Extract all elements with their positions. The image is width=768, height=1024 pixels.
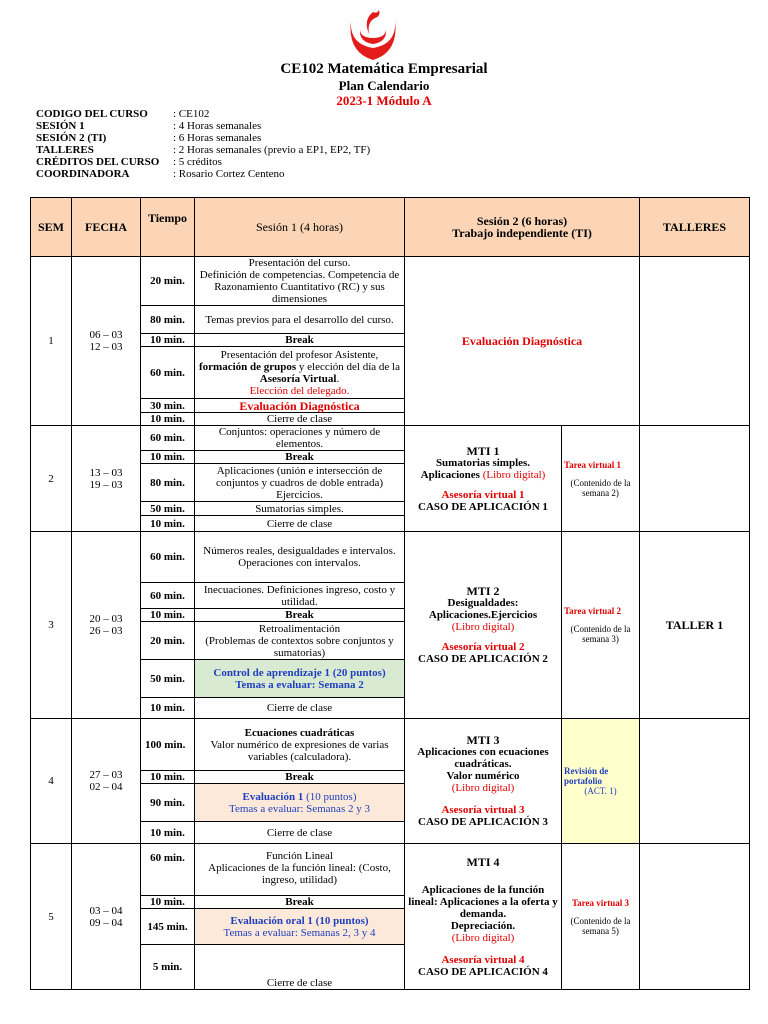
- spacer: [407, 633, 559, 641]
- week-dates: [72, 844, 141, 990]
- session2-cell: [405, 532, 562, 719]
- text: CASO DE APLICACIÓN 1: [418, 500, 548, 513]
- info-key: CODIGO DEL CURSO: [36, 108, 148, 120]
- time-cell: 60 min.: [141, 347, 195, 399]
- session1-cell: Presentación del curso. Definición de competencias. Competencia de Razonamiento Cuantitativo (RC) y sus dimensiones: [195, 257, 405, 306]
- text: MTI 1: [466, 443, 500, 458]
- time-cell: 50 min.: [141, 660, 195, 698]
- week-dates: [72, 426, 141, 532]
- session1-cell: [195, 909, 405, 945]
- date-end: 12 – 03: [89, 341, 123, 353]
- text: (Libro digital): [451, 621, 515, 633]
- info-value: : 2 Horas semanales (previo a EP1, EP2, TF): [173, 144, 371, 156]
- time-cell: 10 min.: [141, 698, 195, 719]
- text: Asesoría virtual 4: [441, 953, 525, 966]
- time-cell: 80 min.: [141, 306, 195, 334]
- text: Temas a evaluar: Semana 2: [235, 678, 364, 691]
- date-start: 03 – 04: [89, 904, 123, 917]
- text: Evaluación oral 1 (10 puntos): [230, 914, 369, 927]
- session1-cell: Break: [195, 771, 405, 784]
- table-row: [31, 532, 750, 583]
- time-cell: 10 min.: [141, 609, 195, 622]
- text: CASO DE APLICACIÓN 2: [418, 653, 548, 665]
- session1-cell: Cierre de clase: [195, 945, 405, 990]
- time-cell: 10 min.: [141, 334, 195, 347]
- time-cell: 10 min.: [141, 413, 195, 426]
- text: Aplicaciones con ecuaciones cuadráticas.: [417, 746, 549, 770]
- spacer: [564, 616, 637, 624]
- week-number: 2: [31, 426, 72, 532]
- text: (Contenido de la semana 3): [570, 624, 631, 644]
- time-cell: 20 min.: [141, 257, 195, 306]
- week-dates: [72, 532, 141, 719]
- info-row: [36, 168, 370, 180]
- spacer: [564, 470, 637, 478]
- plan-subtitle: Plan Calendario: [338, 78, 430, 93]
- table-row: [31, 844, 750, 896]
- tarea-cell: [562, 844, 640, 990]
- text: CASO DE APLICACIÓN 3: [418, 816, 548, 828]
- info-key: TALLERES: [36, 144, 94, 156]
- time-cell: 60 min.: [141, 844, 195, 896]
- date-start: 27 – 03: [89, 769, 123, 781]
- time-cell: 100 min.: [141, 719, 195, 771]
- header-sem: SEM: [31, 198, 72, 257]
- week-dates: [72, 257, 141, 426]
- info-key: SESIÓN 1: [36, 120, 85, 132]
- text: Evaluación 1: [242, 790, 307, 803]
- text: Tarea virtual 1: [564, 459, 622, 470]
- time-cell: 60 min.: [141, 583, 195, 609]
- header-session2-line1: Sesión 2 (6 horas): [476, 214, 568, 228]
- info-key: SESIÓN 2 (TI): [36, 132, 107, 144]
- time-cell: 80 min.: [141, 464, 195, 502]
- tarea-cell: [562, 532, 640, 719]
- text: Sumatorias simples.: [435, 456, 531, 469]
- text: Asesoría virtual 2: [441, 641, 525, 653]
- text: (10 puntos): [306, 790, 357, 803]
- info-key: CRÉDITOS DEL CURSO: [36, 156, 160, 168]
- info-row: [36, 156, 370, 168]
- date-start: 13 – 03: [89, 466, 123, 479]
- week-number: 4: [31, 719, 72, 844]
- time-cell: 10 min.: [141, 451, 195, 464]
- session1-cell: Conjuntos: operaciones y número de elementos.: [195, 426, 405, 451]
- text: Temas a evaluar: Semanas 2 y 3: [229, 802, 370, 815]
- table-row: [31, 426, 750, 451]
- info-value: : CE102: [173, 108, 210, 120]
- info-value: : 5 créditos: [173, 156, 222, 168]
- text: (Contenido de la semana 2): [570, 477, 631, 498]
- talleres-cell: [640, 719, 750, 844]
- session1-cell: Cierre de clase: [195, 516, 405, 532]
- session1-cell: Evaluación Diagnóstica: [195, 399, 405, 413]
- date-end: 26 – 03: [89, 625, 123, 637]
- session2-cell: Evaluación Diagnóstica: [405, 257, 640, 426]
- session1-cell: Retroalimentación (Problemas de contextos sobre conjuntos y sumatorias): [195, 622, 405, 660]
- session1-cell: Inecuaciones. Definiciones ingreso, costo y utilidad.: [195, 583, 405, 609]
- date-end: 19 – 03: [89, 478, 123, 491]
- text: Revisión de portafolio: [564, 766, 609, 786]
- info-value: : Rosario Cortez Centeno: [173, 168, 285, 180]
- info-key: COORDINADORA: [36, 168, 130, 180]
- talleres-cell: [640, 426, 750, 532]
- spacer: [564, 908, 637, 916]
- text: (Libro digital): [482, 468, 546, 481]
- text: Presentación del profesor Asistente,: [220, 348, 379, 361]
- schedule-table: [30, 197, 750, 990]
- session2-cell: [405, 719, 562, 844]
- text: MTI 4: [466, 854, 500, 869]
- text: Elección del delegado.: [249, 384, 350, 397]
- info-row: [36, 132, 370, 144]
- text: .: [336, 372, 340, 385]
- text: (Contenido de la semana 5): [570, 915, 631, 936]
- session1-cell: Break: [195, 334, 405, 347]
- table-header-row: [31, 198, 750, 257]
- session1-cell: [195, 784, 405, 822]
- week-number: 5: [31, 844, 72, 990]
- time-cell: 10 min.: [141, 896, 195, 909]
- text: Valor numérico de expresiones de varias variables (calculadora): [210, 738, 389, 763]
- text: Aplicaciones: [420, 468, 483, 481]
- table-row: [31, 719, 750, 771]
- portfolio-cell: [562, 719, 640, 844]
- session1-cell: Función Lineal Aplicaciones de la función lineal: (Costo, ingreso, utilidad): [195, 844, 405, 896]
- text: (Libro digital): [451, 931, 515, 944]
- week-dates: [72, 719, 141, 844]
- session1-cell: Break: [195, 896, 405, 909]
- text: MTI 3: [466, 733, 500, 747]
- talleres-cell: TALLER 1: [640, 532, 750, 719]
- course-title: CE102 Matemática Empresarial: [280, 61, 488, 77]
- session1-cell: Break: [195, 609, 405, 622]
- date-start: 20 – 03: [89, 613, 123, 625]
- spacer: [407, 868, 559, 884]
- session1-cell: Cierre de clase: [195, 822, 405, 844]
- talleres-cell: [640, 257, 750, 426]
- info-row: [36, 120, 370, 132]
- tarea-cell: [562, 426, 640, 532]
- text: y elección del día de la: [296, 360, 400, 373]
- date-start: 06 – 03: [89, 329, 123, 341]
- term-label: 2023-1 Módulo A: [336, 93, 432, 108]
- spacer: [407, 481, 559, 489]
- text: Valor numérico: [446, 770, 520, 782]
- header-session2: [405, 198, 640, 257]
- talleres-cell: [640, 844, 750, 990]
- time-cell: 10 min.: [141, 516, 195, 532]
- time-cell: 30 min.: [141, 399, 195, 413]
- time-cell: 5 min.: [141, 945, 195, 990]
- text: Asesoría virtual 3: [441, 804, 525, 816]
- session1-cell: Cierre de clase: [195, 413, 405, 426]
- text: Temas a evaluar: Semanas 2, 3 y 4: [223, 926, 376, 939]
- text: Tarea virtual 3: [571, 897, 629, 908]
- spacer: [407, 794, 559, 804]
- session2-cell: MTI 4 Aplicaciones de la función lineal: Aplicaciones a la oferta y demanda. Depreciación. (Libro digital) Asesoría virtual 4 CASO DE APLICACIÓN 4: [405, 844, 562, 990]
- text: (Libro digital): [451, 782, 515, 794]
- time-cell: 90 min.: [141, 784, 195, 822]
- info-row: [36, 108, 370, 120]
- info-value: : 6 Horas semanales: [173, 132, 262, 144]
- text: Aplicaciones.Ejercicios: [428, 609, 538, 621]
- header-session2-line2: Trabajo independiente (TI): [452, 226, 592, 240]
- text: MTI 2: [466, 584, 500, 598]
- time-cell: 60 min.: [141, 426, 195, 451]
- session1-cell: Break: [195, 451, 405, 464]
- header-session1: Sesión 1 (4 horas): [195, 198, 405, 257]
- session1-cell: Temas previos para el desarrollo del curso.: [195, 306, 405, 334]
- text: CASO DE APLICACIÓN 4: [418, 965, 548, 978]
- time-cell: 20 min.: [141, 622, 195, 660]
- week-number: 1: [31, 257, 72, 426]
- time-cell: 60 min.: [141, 532, 195, 583]
- info-value: : 4 Horas semanales: [173, 120, 262, 132]
- session1-cell: [195, 660, 405, 698]
- header-talleres: TALLERES: [640, 198, 750, 257]
- time-cell: 50 min.: [141, 502, 195, 516]
- text: Asesoría Virtual: [259, 372, 337, 385]
- week-number: 3: [31, 532, 72, 719]
- text: Control de aprendizaje 1 (20 puntos): [213, 666, 386, 679]
- info-row: [36, 144, 370, 156]
- session2-cell: [405, 426, 562, 532]
- date-end: 02 – 04: [89, 781, 123, 793]
- text: Tarea virtual 2: [564, 606, 622, 616]
- session1-cell: Números reales, desigualdades e intervalos. Operaciones con intervalos.: [195, 532, 405, 583]
- spacer: [407, 944, 559, 954]
- university-logo: [345, 8, 401, 62]
- table-row: [31, 257, 750, 306]
- text: Depreciación: [450, 919, 513, 932]
- header-fecha: FECHA: [72, 198, 141, 257]
- text: formación de grupos: [198, 360, 297, 373]
- course-info: [36, 108, 370, 180]
- text: Asesoría virtual 1: [441, 488, 525, 501]
- text: Ecuaciones cuadráticas: [244, 726, 355, 739]
- time-cell: 145 min.: [141, 909, 195, 945]
- session1-cell: Cierre de clase: [195, 698, 405, 719]
- text: Aplicaciones de la función lineal: Aplicaciones a la oferta y demanda.: [408, 883, 558, 920]
- text: Desigualdades:: [447, 597, 519, 609]
- time-cell: 10 min.: [141, 771, 195, 784]
- session1-cell: Sumatorias simples.: [195, 502, 405, 516]
- session1-cell: Aplicaciones (unión e intersección de conjuntos y cuadros de doble entrada) Ejercicios.: [195, 464, 405, 502]
- time-cell: 10 min.: [141, 822, 195, 844]
- session1-cell: Ecuaciones cuadráticas Valor numérico de expresiones de varias variables (calculadora).: [195, 719, 405, 771]
- session1-cell: [195, 347, 405, 399]
- date-end: 09 – 04: [89, 916, 123, 929]
- text: (ACT. 1): [584, 786, 617, 796]
- header-tiempo: Tiempo: [141, 198, 195, 257]
